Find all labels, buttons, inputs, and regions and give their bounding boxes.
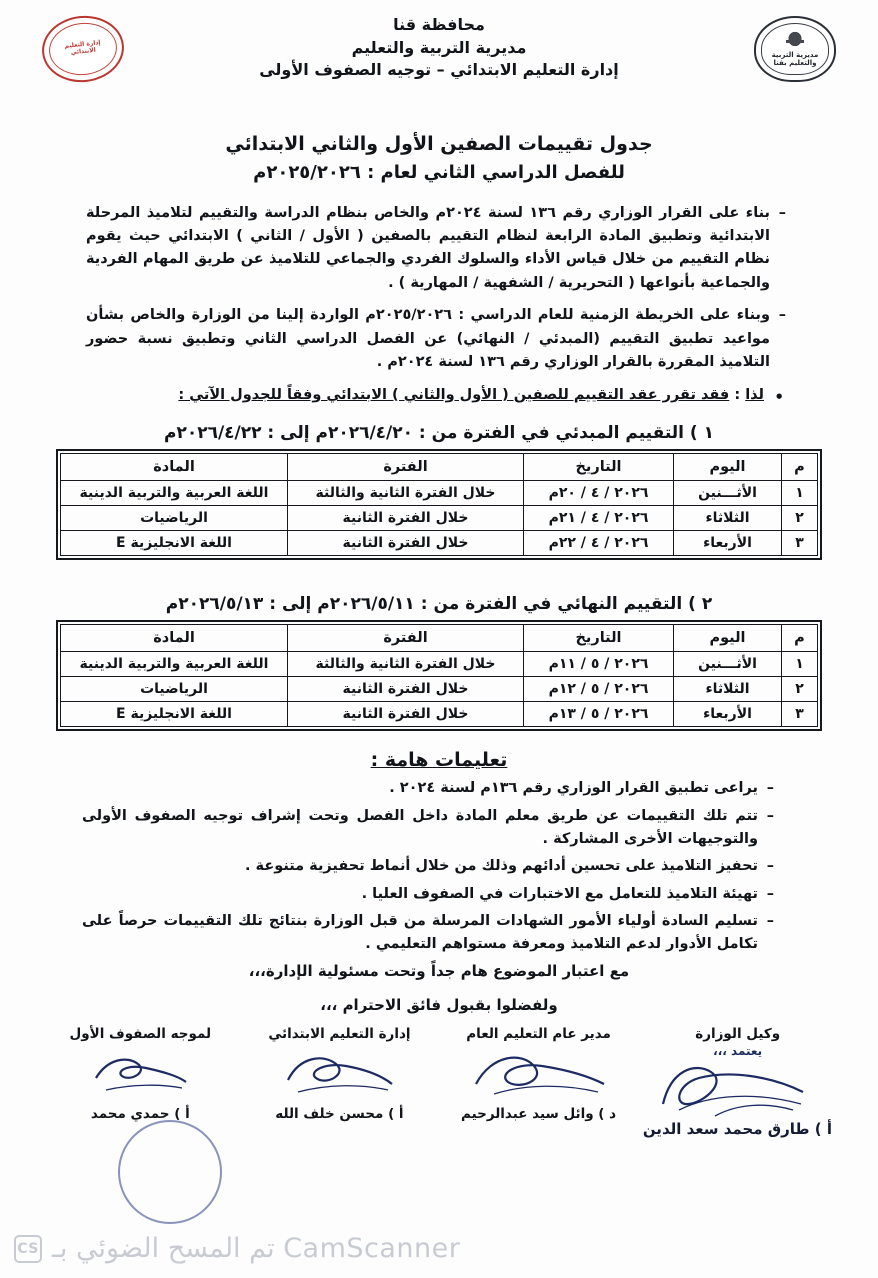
closing-regards: ولفضلوا بقبول فائق الاحترام ،،، bbox=[320, 995, 558, 1014]
instruction-item bbox=[82, 910, 774, 955]
cell-day: الثلاثاء bbox=[674, 506, 782, 531]
signatory-name: أ ) محسن خلف الله bbox=[275, 1105, 404, 1122]
table-header-row bbox=[61, 625, 818, 652]
instruction-dash: – bbox=[766, 807, 774, 824]
preliminary-assessment-table bbox=[60, 453, 818, 556]
cell-subject: اللغة الانجليزية E bbox=[61, 531, 288, 556]
eagle-emblem-icon bbox=[754, 16, 836, 82]
table-row bbox=[61, 531, 818, 556]
paragraph-2-dash: – bbox=[778, 307, 786, 324]
signature-title: وكيل الوزارة bbox=[695, 1025, 781, 1042]
title-line-1: جدول تقييمات الصفين الأول والثاني الابتدائي bbox=[225, 133, 653, 155]
cell-no: ٢ bbox=[782, 506, 818, 531]
col-header-subject: المادة bbox=[61, 454, 288, 481]
instruction-text: تهيئة التلاميذ للتعامل مع الاختبارات في الصفوف العليا . bbox=[361, 885, 758, 902]
cell-day: الأربعاء bbox=[674, 531, 782, 556]
col-header-no: م bbox=[782, 454, 818, 481]
table-row bbox=[61, 677, 818, 702]
cell-subject: اللغة العربية والتربية الدينية bbox=[61, 652, 288, 677]
approval-mark: يعتمد ،،، bbox=[713, 1043, 763, 1058]
camscanner-footer bbox=[0, 1233, 878, 1264]
administration-name: إدارة التعليم الابتدائي – توجيه الصفوف الأولى bbox=[259, 60, 619, 80]
directorate-name: مديرية التربية والتعليم bbox=[351, 37, 527, 57]
camscanner-badge-icon: CS bbox=[14, 1235, 42, 1263]
col-header-period: الفترة bbox=[288, 625, 524, 652]
instruction-text: يراعى تطبيق القرار الوزاري رقم ١٣٦م لسنة ٢٠٢٤ . bbox=[389, 780, 758, 797]
instruction-dash: – bbox=[766, 858, 774, 875]
instruction-item bbox=[82, 777, 774, 800]
cell-period: خلال الفترة الثانية والثالثة bbox=[288, 481, 524, 506]
table-row bbox=[61, 652, 818, 677]
col-header-date: التاريخ bbox=[524, 454, 674, 481]
cell-period: خلال الفترة الثانية bbox=[288, 506, 524, 531]
cell-period: خلال الفترة الثانية bbox=[288, 677, 524, 702]
cell-subject: الرياضيات bbox=[61, 506, 288, 531]
handwritten-signature bbox=[643, 1058, 832, 1120]
instruction-item bbox=[82, 855, 774, 878]
signature-block-primary-education-admin bbox=[245, 1026, 434, 1122]
cell-date: ٢٠٢٦ / ٤ / ٢١م bbox=[524, 506, 674, 531]
final-assessment-table bbox=[60, 624, 818, 727]
section-1-table-wrapper bbox=[56, 449, 822, 560]
instruction-dash: – bbox=[766, 913, 774, 930]
instruction-text: تسليم السادة أولياء الأمور الشهادات المرسلة من قبل الوزارة بنتائج تلك التقييمات حرصاً على تكامل الأدوار لدعم التلاميذ ومعرفة مستواهم التعليمي . bbox=[82, 913, 758, 953]
cell-date: ٢٠٢٦ / ٥ / ١٢م bbox=[524, 677, 674, 702]
cell-date: ٢٠٢٦ / ٥ / ١١م bbox=[524, 652, 674, 677]
cell-no: ٣ bbox=[782, 531, 818, 556]
instruction-item bbox=[82, 883, 774, 906]
title-line-2: للفصل الدراسي الثاني لعام : ٢٠٢٥/٢٠٢٦م bbox=[253, 161, 625, 183]
table-spacer bbox=[0, 560, 878, 578]
handwritten-signature bbox=[46, 1044, 235, 1106]
paragraph-2-text: وبناء على الخريطة الزمنية للعام الدراسي : ٢٠٢٥/٢٠٢٦م الواردة إلينا من الوزارة والخاص بشأن مواعيد تطبيق التقييم (المبدئي / النهائي) عن الفصل الدراسي الثاني وتطبيق نسبة حضور التلاميذ المقررة بالقرار الوزاري رقم ١٣٦ لسنة ٢٠٢٤م . bbox=[86, 307, 770, 371]
cell-period: خلال الفترة الثانية bbox=[288, 702, 524, 727]
instructions-title: تعليمات هامة : bbox=[370, 749, 508, 772]
intro-paragraphs bbox=[86, 202, 786, 408]
table-row bbox=[61, 702, 818, 727]
instruction-text: تحفيز التلاميذ على تحسين أدائهم وذلك من خلال أنماط تحفيزية متنوعة . bbox=[244, 858, 758, 875]
signatory-name: أ ) حمدي محمد bbox=[90, 1105, 190, 1122]
signature-block-general-director bbox=[444, 1026, 633, 1122]
conclusion-line bbox=[86, 384, 786, 407]
handwritten-signature bbox=[245, 1044, 434, 1106]
paragraph-1-dash: – bbox=[778, 204, 786, 221]
cell-subject: الرياضيات bbox=[61, 677, 288, 702]
governorate-name: محافظة قنا bbox=[393, 15, 485, 34]
signature-block-first-grades-supervisor bbox=[46, 1026, 235, 1122]
paragraph-2 bbox=[86, 304, 786, 374]
round-stamp-icon bbox=[39, 12, 127, 86]
section-2-table-wrapper bbox=[56, 620, 822, 731]
camscanner-label: تم المسح الضوئي بـ CamScanner bbox=[52, 1233, 461, 1264]
document-title bbox=[0, 130, 878, 186]
col-header-subject: المادة bbox=[61, 625, 288, 652]
instruction-dash: – bbox=[766, 780, 774, 797]
cell-period: خلال الفترة الثانية bbox=[288, 531, 524, 556]
cell-subject: اللغة الانجليزية E bbox=[61, 702, 288, 727]
signature-titles-row bbox=[0, 1026, 878, 1138]
cell-day: الأثـــنين bbox=[674, 481, 782, 506]
signature-block-ministry-undersecretary bbox=[643, 1026, 832, 1138]
cell-subject: اللغة العربية والتربية الدينية bbox=[61, 481, 288, 506]
paragraph-1 bbox=[86, 202, 786, 296]
eagle-glyph-icon bbox=[784, 31, 806, 51]
cell-day: الأثـــنين bbox=[674, 652, 782, 677]
col-header-day: اليوم bbox=[674, 454, 782, 481]
col-header-day: اليوم bbox=[674, 625, 782, 652]
ministry-emblem-logo bbox=[754, 16, 836, 82]
header-text-block bbox=[0, 14, 878, 82]
ministry-emblem-label: مديرية التربية والتعليم بقنا bbox=[771, 51, 819, 67]
important-note: مع اعتبار الموضوع هام جداً وتحت مسئولية الإدارة،،، bbox=[248, 961, 630, 980]
document-header bbox=[0, 0, 878, 118]
cell-day: الأربعاء bbox=[674, 702, 782, 727]
col-header-period: الفترة bbox=[288, 454, 524, 481]
conclusion-bullet-icon: • bbox=[774, 387, 784, 406]
col-header-date: التاريخ bbox=[524, 625, 674, 652]
signatory-name: د ) وائل سيد عبدالرحيم bbox=[461, 1105, 617, 1122]
table-row bbox=[61, 481, 818, 506]
signature-title: مدير عام التعليم العام bbox=[466, 1025, 611, 1042]
cell-date: ٢٠٢٦ / ٤ / ٢٢م bbox=[524, 531, 674, 556]
cell-no: ٣ bbox=[782, 702, 818, 727]
cell-no: ١ bbox=[782, 481, 818, 506]
blue-round-stamp-icon bbox=[118, 1120, 222, 1224]
cell-no: ٢ bbox=[782, 677, 818, 702]
conclusion-separator: : bbox=[734, 386, 741, 403]
cell-no: ١ bbox=[782, 652, 818, 677]
stamp-label: إدارة التعليم الابتدائي bbox=[64, 39, 101, 57]
section-2-heading: ٢ ) التقييم النهائي في الفترة من : ٢٠٢٦/٥/١١م إلى : ٢٠٢٦/٥/١٣م bbox=[165, 594, 713, 615]
cell-period: خلال الفترة الثانية والثالثة bbox=[288, 652, 524, 677]
instruction-dash: – bbox=[766, 885, 774, 902]
conclusion-text: فقد تقرر عقد التقييم للصفين ( الأول والثاني ) الابتدائي وفقاً للجدول الآتي : bbox=[178, 386, 730, 403]
cell-date: ٢٠٢٦ / ٤ / ٢٠م bbox=[524, 481, 674, 506]
handwritten-signature bbox=[444, 1044, 633, 1106]
table-row bbox=[61, 506, 818, 531]
table-header-row bbox=[61, 454, 818, 481]
signatory-name: أ ) طارق محمد سعد الدين bbox=[642, 1119, 832, 1138]
signature-title: لموجه الصفوف الأول bbox=[69, 1025, 212, 1042]
instructions-list bbox=[82, 777, 774, 955]
instruction-item bbox=[82, 805, 774, 850]
section-1-heading: ١ ) التقييم المبدئي في الفترة من : ٢٠٢٦/٤/٢٠م إلى : ٢٠٢٦/٤/٢٢م bbox=[163, 423, 715, 444]
official-red-stamp bbox=[42, 16, 124, 82]
cell-day: الثلاثاء bbox=[674, 677, 782, 702]
conclusion-label: لذا bbox=[745, 386, 764, 403]
cell-date: ٢٠٢٦ / ٥ / ١٣م bbox=[524, 702, 674, 727]
instruction-text: تتم تلك التقييمات عن طريق معلم المادة داخل الفصل وتحت إشراف توجيه الصفوف الأولى والتوجيهات الأخرى المشاركة . bbox=[82, 807, 758, 847]
col-header-no: م bbox=[782, 625, 818, 652]
paragraph-1-text: بناء على القرار الوزاري رقم ١٣٦ لسنة ٢٠٢٤م والخاص بنظام الدراسة والتقييم لتلاميذ المرحلة الابتدائية وتطبيق المادة الرابعة لنظام التقييم بالصفين ( الأول / الثاني ) الابتدائي حيث يقوم نظام التقييم من خلال قياس الأداء والسلوك الفردي والجماعي للتلاميذ عن طريق المهام الفردية والجماعية بأنواعها ( التحريرية / الشفهية / المهارية ) . bbox=[86, 204, 771, 291]
signature-title: إدارة التعليم الابتدائي bbox=[268, 1025, 411, 1042]
